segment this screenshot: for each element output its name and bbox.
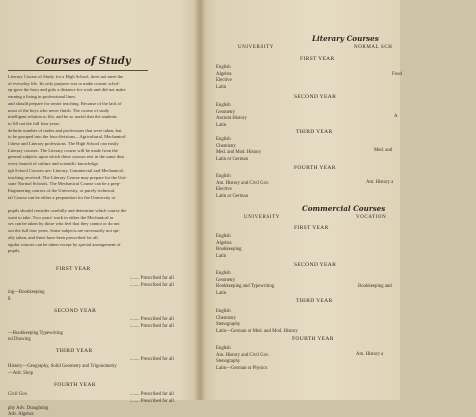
col-vocational: VOCATION	[356, 215, 387, 220]
com-fourth-right: Am. History a	[356, 352, 384, 357]
course-subject: Adv. Algebra	[8, 412, 34, 417]
com-third-subjects	[216, 309, 298, 335]
prescribed-note: ........ Prescribed for all	[130, 276, 174, 281]
lit-first-subjects	[216, 65, 232, 91]
intro-line: state Normal Schools. The Mechanical Course can be a prep-	[8, 181, 121, 187]
com-first-year: FIRST YEAR	[294, 225, 329, 231]
course-subject: Elective	[216, 187, 232, 193]
course-subject: nd Drawing	[8, 337, 31, 343]
prescribed-note: ........ Prescribed for all	[130, 282, 174, 288]
col-normal-school: NORMAL SCH	[354, 45, 393, 50]
lit-first-year: FIRST YEAR	[300, 56, 335, 62]
page-title: Courses of Study	[36, 56, 131, 67]
intro-line: pupils should consider carefully and determine which course the	[8, 208, 127, 214]
course-subject: —Bookkeeping Typewriting	[8, 330, 63, 336]
intro-line: l these and Literary professions. The High School can easily	[8, 141, 119, 147]
intro-line: of everyday life. Its only purpose was to make cosmic schol-	[8, 80, 120, 86]
intro-line: pupils.	[8, 248, 21, 254]
lit-third-year: THIRD YEAR	[296, 129, 333, 135]
intro-line: ses can be taken by those who feel that they cannot or do not	[8, 221, 120, 227]
com-second-year: SECOND YEAR	[294, 262, 337, 268]
lit-third-right: Med. and	[374, 148, 393, 153]
intro-line: ep-gave the boys and girls a distance for work and did not make	[8, 87, 126, 93]
lit-second-right: A	[394, 114, 398, 119]
course-subject: English	[216, 65, 231, 70]
intro-line	[8, 201, 188, 208]
intro-line: want to take. Two years' work in either the Mechanical or	[8, 214, 114, 220]
course-subject: Algebra	[216, 71, 232, 77]
course-subject: Med. and Mod. History	[216, 150, 262, 156]
course-subject: ing—Bookkeeping	[8, 289, 45, 295]
course-subject: Stenography	[216, 322, 241, 328]
first-year-heading: FIRST YEAR	[56, 266, 91, 272]
lit-third-subjects	[216, 137, 261, 163]
col-com-university: UNIVERSITY	[244, 215, 280, 220]
literary-courses-title: Literary Courses	[312, 34, 379, 43]
intro-line: igh School Courses are: Literary, Commercial and Mechanical,	[8, 167, 124, 173]
course-subject: English	[216, 137, 231, 142]
third-year-heading: THIRD YEAR	[56, 348, 93, 354]
course-subject: Latin—German or Physics	[216, 365, 268, 371]
com-second-subjects	[216, 271, 274, 297]
intro-line: out the full four years. Some subjects are necessarily not spi-	[8, 228, 120, 234]
course-subject: Latin or German	[216, 156, 248, 162]
intro-line: Engineering courses of the University, or purely technical,	[8, 187, 116, 193]
com-fourth-subjects	[216, 346, 269, 372]
course-subject: English	[216, 346, 231, 351]
course-subject: Geometry	[216, 277, 236, 283]
intro-line: and should prepare for senior teaching. Because of the lack of	[8, 100, 122, 106]
course-subject: Chemistry	[216, 315, 236, 321]
course-subject: English	[216, 174, 231, 179]
course-subject: English	[216, 271, 231, 276]
course-subject: —Adv. Shop	[8, 370, 34, 376]
intro-line: most of the boys who never finish. The course of study	[8, 107, 110, 113]
course-subject: Latin	[216, 290, 227, 296]
prescribed-note: ........ Prescribed for all	[130, 357, 174, 362]
intro-line: to fill out the full four years.	[8, 120, 61, 126]
commercial-courses-title: Commercial Courses	[302, 204, 386, 213]
intro-line: to be grouped into the four divisions—Agricultural, Mechanical	[8, 134, 126, 140]
right-page	[204, 0, 400, 400]
lit-second-year: SECOND YEAR	[294, 94, 337, 100]
course-subject: Am. History and Civil Gov.	[216, 180, 270, 186]
course-subject: Am. History and Civil Gov.	[216, 352, 270, 358]
course-subject: Latin	[216, 84, 227, 90]
second-year-heading: SECOND YEAR	[54, 308, 97, 314]
intro-line: ally taken, and these have been prescribed for all.	[8, 234, 99, 240]
course-subject: Latin	[216, 253, 227, 259]
course-subject: Bookkeeping	[216, 247, 242, 253]
course-subject: Stenography	[216, 359, 241, 365]
com-fourth-year: FOURTH YEAR	[292, 336, 334, 342]
intro-line: general subjects upon which these courses rest in the same thus	[8, 154, 125, 160]
left-page	[0, 0, 196, 417]
title-rule	[8, 70, 148, 71]
course-subject: Geometry	[216, 109, 236, 115]
intro-line: intelligent relation to life, and be so useful that the students	[8, 114, 117, 120]
course-subject: Latin	[216, 122, 227, 128]
prescribed-note: ........ Prescribed for all	[130, 317, 174, 322]
intro-line: teaching received. The Literary Course may prepare for the Uni-	[8, 174, 127, 180]
course-subject: Bookkeeping and Typewriting	[216, 284, 275, 290]
course-subject: English	[216, 234, 231, 239]
lit-first-right: Food	[392, 72, 402, 77]
course-subject: Elective	[216, 78, 232, 84]
com-third-year: THIRD YEAR	[296, 298, 333, 304]
intro-line: definite number of trades and professions that were taken, but	[8, 127, 122, 133]
com-first-subjects	[216, 234, 242, 260]
intro-line: ial Course can be either a preparation for the University or	[8, 194, 116, 200]
prescribed-note: ........ Prescribed for all	[130, 323, 174, 329]
com-second-right: Bookkeeping and	[358, 284, 392, 289]
course-subject: Civil Gov.	[8, 392, 28, 397]
intro-line: earning a living in professional lines.	[8, 94, 77, 100]
course-subject: Latin or German	[216, 193, 248, 199]
course-subject: Algebra	[216, 240, 232, 246]
intro-line: every branch of culture and scientific knowledge.	[8, 161, 99, 167]
col-university: UNIVERSITY	[238, 45, 274, 50]
prescribed-note: ........ Prescribed for all	[130, 398, 174, 404]
prescribed-note: ........ Prescribed for all	[130, 392, 174, 397]
intro-line: Literary courses. The Literary course will be made from the	[8, 147, 118, 153]
course-subject: English	[216, 103, 231, 108]
fourth-year-heading: FOURTH YEAR	[54, 382, 96, 388]
course-subject: History—Geography, Solid Geometry and Trigonometry	[8, 363, 117, 369]
intro-line: egular courses can be taken except by special arrangement of	[8, 241, 121, 247]
lit-fourth-subjects	[216, 174, 269, 200]
intro-paragraph	[8, 74, 188, 255]
course-subject: g	[8, 296, 11, 302]
lit-second-subjects	[216, 103, 247, 129]
course-subject: Latin—German or Med. and Mod. History	[216, 328, 298, 334]
intro-line: Literary Course of Study, for a High School, does not meet the	[8, 74, 124, 79]
course-subject: Ancient History	[216, 116, 247, 122]
lit-fourth-year: FOURTH YEAR	[294, 165, 336, 171]
course-subject: Chemistry	[216, 143, 236, 149]
lit-fourth-right: Am. History a	[366, 180, 394, 185]
course-subject: phy Adv. Draughting	[8, 405, 49, 411]
course-subject: English	[216, 309, 231, 314]
